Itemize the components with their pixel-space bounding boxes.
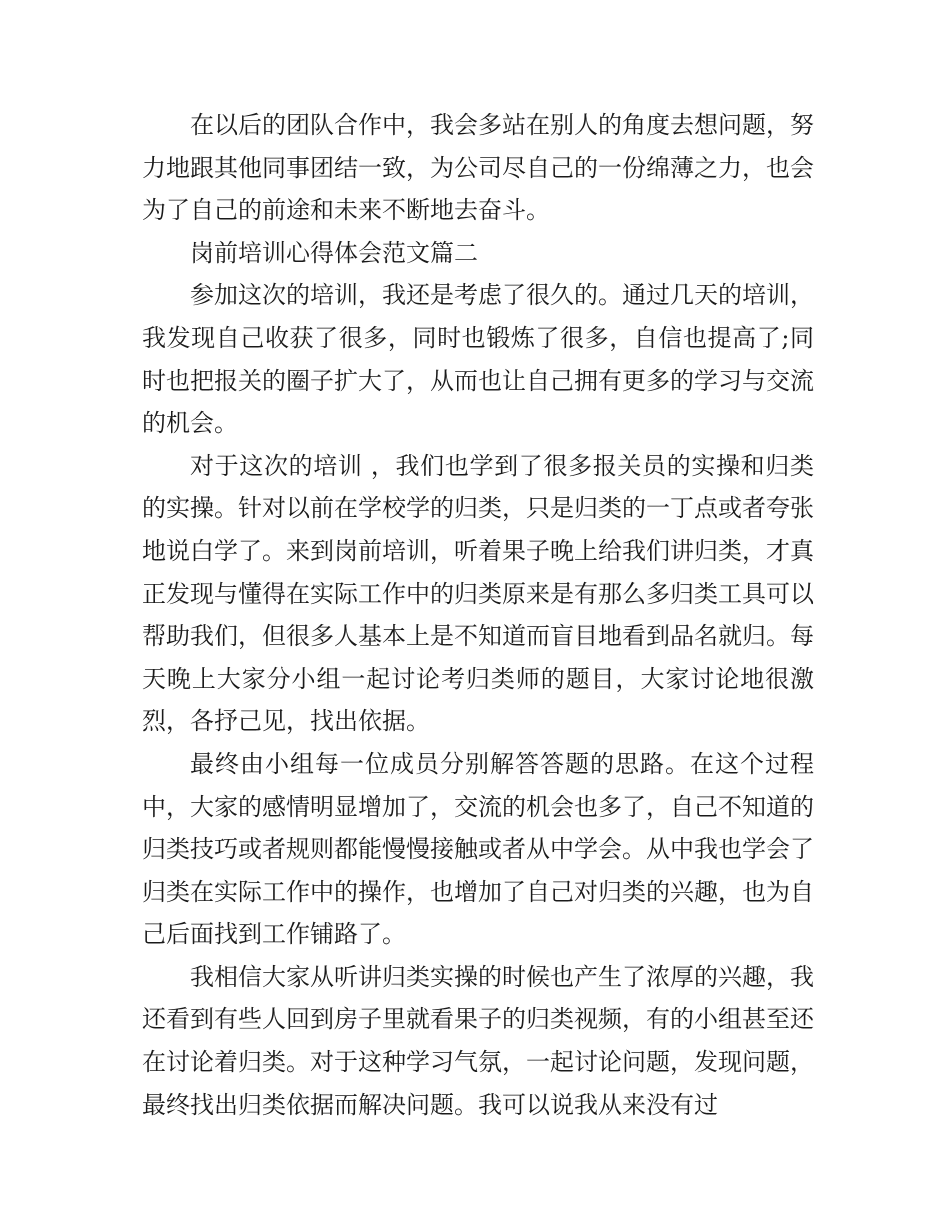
- paragraph-2: 参加这次的培训，我还是考虑了很久的。通过几天的培训，我发现自己收获了很多，同时也锻炼了很多，自信也提高了;同时也把报关的圈子扩大了，从而也让自己拥有更多的学习与交流的机会。: [142, 281, 814, 438]
- paragraph-5: 我相信大家从听讲归类实操的时候也产生了浓厚的兴趣，我还看到有些人回到房子里就看果子的归类视频，有的小组甚至还在讨论着归类。对于这种学习气氛，一起讨论问题，发现问题，最终找出归类依据而解决问题。我可以说我从来没有过: [142, 962, 814, 1119]
- paragraph-4: 最终由小组每一位成员分别解答答题的思路。在这个过程中，大家的感情明显增加了，交流的机会也多了，自己不知道的归类技巧或者规则都能慢慢接触或者从中学会。从中我也学会了归类在实际工作中的操作，也增加了自己对归类的兴趣，也为自己后面找到工作铺路了。: [142, 749, 814, 949]
- document-body: [142, 104, 814, 1126]
- paragraph-3: 对于这次的培训 ，我们也学到了很多报关员的实操和归类的实操。针对以前在学校学的归类，只是归类的一丁点或者夸张地说白学了。来到岗前培训，听着果子晚上给我们讲归类，才真正发现与懂得在实际工作中的归类原来是有那么多归类工具可以帮助我们，但很多人基本上是不知道而盲目地看到品名就归。每天晚上大家分小组一起讨论考归类师的题目，大家讨论地很激烈，各抒己见，找出依据。: [142, 451, 814, 736]
- paragraph-1: 在以后的团队合作中，我会多站在别人的角度去想问题，努力地跟其他同事团结一致，为公司尽自己的一份绵薄之力，也会为了自己的前途和未来不断地去奋斗。: [142, 111, 814, 225]
- section-heading: 岗前培训心得体会范文篇二: [190, 238, 478, 267]
